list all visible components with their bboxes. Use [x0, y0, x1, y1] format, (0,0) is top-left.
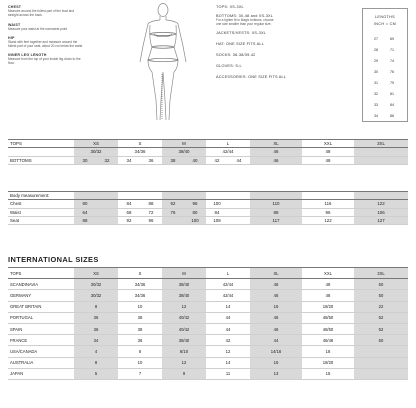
table-cell: 14 — [206, 301, 250, 312]
table-cell: 96 — [184, 200, 206, 208]
table-cell: 8 — [74, 301, 118, 312]
table-cell: 14 — [206, 357, 250, 368]
table-cell: 42 — [206, 335, 250, 346]
intl-country: USA/CANADA — [8, 346, 74, 357]
table-cell: 110 — [250, 200, 302, 208]
table-cell: 50 — [354, 279, 408, 290]
table-cell: 80 — [74, 200, 96, 208]
length-inch: 28 — [374, 48, 378, 52]
table-cell: 42/44 — [206, 148, 250, 156]
table-cell: 6 — [118, 346, 162, 357]
tops-note: TOPS: XS-3XL — [216, 5, 244, 9]
table-cell: 48 — [302, 156, 354, 164]
table-cell: 122 — [354, 200, 408, 208]
header-s: S — [118, 140, 162, 148]
international-sizes-title: INTERNATIONAL SIZES — [8, 255, 99, 264]
length-cm: 76 — [390, 70, 394, 74]
length-cm: 71 — [390, 48, 394, 52]
waist-row — [8, 208, 408, 216]
table-cell: 46 — [250, 148, 302, 156]
intl-country: GREAT BRITAIN — [8, 301, 74, 312]
table-cell: 46 — [250, 156, 302, 164]
table-cell: 72 — [140, 208, 162, 216]
table-cell: 40/42 — [162, 312, 206, 323]
international-sizes-table — [8, 267, 408, 380]
body-figure-illustration — [128, 2, 198, 126]
intl-row — [8, 335, 408, 346]
table-cell: 8 — [74, 357, 118, 368]
table-cell: 34/36 — [118, 148, 162, 156]
table-cell: 80 — [184, 208, 206, 216]
table-cell: 44 — [228, 156, 250, 164]
table-cell: 117 — [250, 216, 302, 224]
table-cell: 18/20 — [302, 357, 354, 368]
table-cell: 84 — [118, 200, 140, 208]
intl-country: PORTUGAL — [8, 312, 74, 323]
table-cell: 12 — [206, 346, 250, 357]
length-cm: 69 — [390, 37, 394, 41]
table-cell: 4 — [74, 346, 118, 357]
table-cell: 38 — [162, 156, 184, 164]
inseam-label: INNER LEG LENGTH — [8, 53, 47, 57]
length-inch: 33 — [374, 103, 378, 107]
table-cell: 38 — [118, 323, 162, 334]
size-notes — [216, 5, 336, 79]
intl-header-tops: TOPS — [8, 268, 74, 279]
table-cell: 64 — [74, 208, 96, 216]
table-cell: 14/16 — [250, 346, 302, 357]
table-cell: 30/32 — [74, 279, 118, 290]
intl-country: GERMANY — [8, 290, 74, 301]
table-cell: 38/40 — [162, 335, 206, 346]
bottoms-row — [8, 156, 408, 164]
chest-label: CHEST — [8, 5, 22, 9]
header-l: L — [206, 140, 250, 148]
bottoms-note-line3: one size smaller than your regular size. — [216, 22, 272, 26]
table-cell: 18/20 — [302, 301, 354, 312]
table-cell: 34 — [74, 335, 118, 346]
table-cell: 42/44 — [206, 290, 250, 301]
body-measurement-label: Body measurement: — [8, 192, 74, 200]
table-cell — [354, 357, 408, 368]
intl-row — [8, 312, 408, 323]
bottoms-note: BOTTOMS: 30-48 and XS-3XL — [216, 14, 274, 18]
intl-header-xxl: XXL — [302, 268, 354, 279]
header-xl: XL — [250, 140, 302, 148]
intl-header-3xl: 3XL — [354, 268, 408, 279]
table-cell: 11 — [206, 368, 250, 379]
length-cm: 86 — [390, 114, 394, 118]
jackets-note: JACKETS/VESTS: XS-3XL — [216, 31, 266, 35]
table-cell: 88 — [250, 208, 302, 216]
length-cm: 74 — [390, 59, 394, 63]
table-cell: 7 — [118, 368, 162, 379]
chest-text: Measure around the fullest part of the bust and straight across the back. — [8, 9, 75, 17]
table-cell: 18 — [302, 346, 354, 357]
table-cell: 44 — [206, 312, 250, 323]
table-cell: 42/44 — [206, 279, 250, 290]
intl-header-l: L — [206, 268, 250, 279]
body-measurement-table — [8, 191, 408, 225]
table-cell: 38/40 — [162, 290, 206, 301]
header-tops: TOPS — [8, 140, 74, 148]
table-cell: 16 — [250, 357, 302, 368]
table-cell: 46 — [250, 279, 302, 290]
table-cell: 88 — [74, 216, 96, 224]
intl-country: SPAIN — [8, 323, 74, 334]
table-cell: 48 — [302, 279, 354, 290]
waist-text: Measure your waist at the narrowest point — [8, 27, 68, 31]
table-cell: 9 — [162, 368, 206, 379]
chest-label: Chest — [8, 200, 74, 208]
table-cell: 50 — [354, 290, 408, 301]
waist-label: Waist — [8, 208, 74, 216]
table-cell: 36 — [118, 335, 162, 346]
table-cell: 34/36 — [118, 279, 162, 290]
table-cell: 15 — [302, 368, 354, 379]
intl-row — [8, 290, 408, 301]
inseam-text: Measure from the top of your inside leg down to the floor. — [8, 57, 81, 65]
table-cell: 122 — [302, 216, 354, 224]
hip-text: Stand with feet together and measure around the fullest part of your seat, about 20 cm below the waist — [8, 40, 83, 48]
length-inch: 30 — [374, 70, 378, 74]
table-cell: 44 — [206, 323, 250, 334]
table-cell: 92 — [162, 200, 184, 208]
table-cell: 30/32 — [74, 148, 118, 156]
table-cell: 48 — [302, 148, 354, 156]
header-xs: XS — [74, 140, 118, 148]
chest-row — [8, 200, 408, 208]
table-cell: 100 — [184, 216, 206, 224]
lengths-title: LENGTHS — [374, 15, 396, 19]
table-cell: 36 — [74, 323, 118, 334]
table-cell: 12 — [162, 301, 206, 312]
table-cell: 36 — [74, 312, 118, 323]
intl-row — [8, 357, 408, 368]
table-cell: 92 — [118, 216, 140, 224]
intl-header-s: S — [118, 268, 162, 279]
intl-header-xs: XS — [74, 268, 118, 279]
table-cell: 8/10 — [162, 346, 206, 357]
intl-row — [8, 346, 408, 357]
table-cell — [354, 368, 408, 379]
table-cell: 10 — [118, 357, 162, 368]
table-cell — [354, 346, 408, 357]
seat-row — [8, 216, 408, 224]
intl-row — [8, 368, 408, 379]
lengths-box — [362, 8, 408, 122]
length-inch: 34 — [374, 114, 378, 118]
length-inch: 31 — [374, 81, 378, 85]
table-cell: 38/40 — [162, 148, 206, 156]
intl-country: SCANDINAVIA — [8, 279, 74, 290]
length-cm: 81 — [390, 92, 394, 96]
header-m: M — [162, 140, 206, 148]
table-cell: 76 — [162, 208, 184, 216]
table-cell: 38/40 — [162, 279, 206, 290]
table-cell: 46/48 — [302, 335, 354, 346]
waist-label: WAIST — [8, 23, 21, 27]
intl-country: JAPAN — [8, 368, 74, 379]
table-cell: 52 — [354, 323, 408, 334]
gloves-note: GLOVES: S-L — [216, 64, 242, 68]
table-cell: 32 — [96, 156, 118, 164]
table-cell: 116 — [302, 200, 354, 208]
table-cell: 42 — [206, 156, 228, 164]
table-cell: 13 — [250, 368, 302, 379]
table-cell: 50 — [354, 335, 408, 346]
intl-country: AUSTRALIA — [8, 357, 74, 368]
hip-label: HIP — [8, 36, 15, 40]
accessories-note: ACCESSORIES: ONE SIZE FITS ALL — [216, 75, 287, 79]
intl-header-m: M — [162, 268, 206, 279]
table-cell: 84 — [206, 208, 228, 216]
table-cell: 22 — [354, 301, 408, 312]
table-cell: 40/42 — [162, 323, 206, 334]
table-cell: 34/36 — [118, 290, 162, 301]
length-inch: 27 — [374, 37, 378, 41]
intl-country: FRANCE — [8, 335, 74, 346]
table-cell: 68 — [118, 208, 140, 216]
size-table-header — [8, 140, 408, 148]
bottoms-label: BOTTOMS — [8, 156, 74, 164]
table-cell: 108 — [206, 216, 228, 224]
seat-label: Seat — [8, 216, 74, 224]
length-inch: 32 — [374, 92, 378, 96]
table-cell: 52 — [354, 312, 408, 323]
table-cell: 46 — [250, 290, 302, 301]
socks-note: SOCKS: 36-38/39-42 — [216, 53, 256, 57]
tops-row — [8, 148, 408, 156]
length-cm: 84 — [390, 103, 394, 107]
table-cell: 34 — [118, 156, 140, 164]
size-table — [8, 139, 408, 165]
measurement-guide — [8, 5, 84, 65]
table-cell: 46 — [250, 323, 302, 334]
header-xxl: XXL — [302, 140, 354, 148]
table-cell: 88 — [140, 200, 162, 208]
intl-row — [8, 301, 408, 312]
table-cell: 38 — [118, 312, 162, 323]
table-cell: 46 — [250, 312, 302, 323]
table-cell: 44 — [250, 335, 302, 346]
table-cell: 96 — [302, 208, 354, 216]
bottoms-note-line2: For a tighter fit in Magic bottoms, choose — [216, 18, 274, 22]
table-cell: 106 — [354, 208, 408, 216]
table-cell: 48/50 — [302, 312, 354, 323]
table-cell: 36 — [140, 156, 162, 164]
table-cell: 40 — [184, 156, 206, 164]
table-cell: 48 — [302, 290, 354, 301]
intl-row — [8, 279, 408, 290]
table-cell: 10 — [118, 301, 162, 312]
length-cm: 79 — [390, 81, 394, 85]
length-inch: 29 — [374, 59, 378, 63]
table-cell: 30/32 — [74, 290, 118, 301]
table-cell: 16 — [250, 301, 302, 312]
table-cell: 48/50 — [302, 323, 354, 334]
table-cell: 5 — [74, 368, 118, 379]
table-cell: 127 — [354, 216, 408, 224]
intl-row — [8, 323, 408, 334]
intl-header-xl: XL — [250, 268, 302, 279]
table-cell: 96 — [140, 216, 162, 224]
header-3xl: 3XL — [354, 140, 408, 148]
hat-note: HAT: ONE SIZE FITS ALL — [216, 42, 265, 46]
table-cell: 100 — [206, 200, 228, 208]
lengths-subtitle: INCH = CM — [373, 22, 397, 26]
table-cell: 12 — [162, 357, 206, 368]
table-cell: 30 — [74, 156, 96, 164]
